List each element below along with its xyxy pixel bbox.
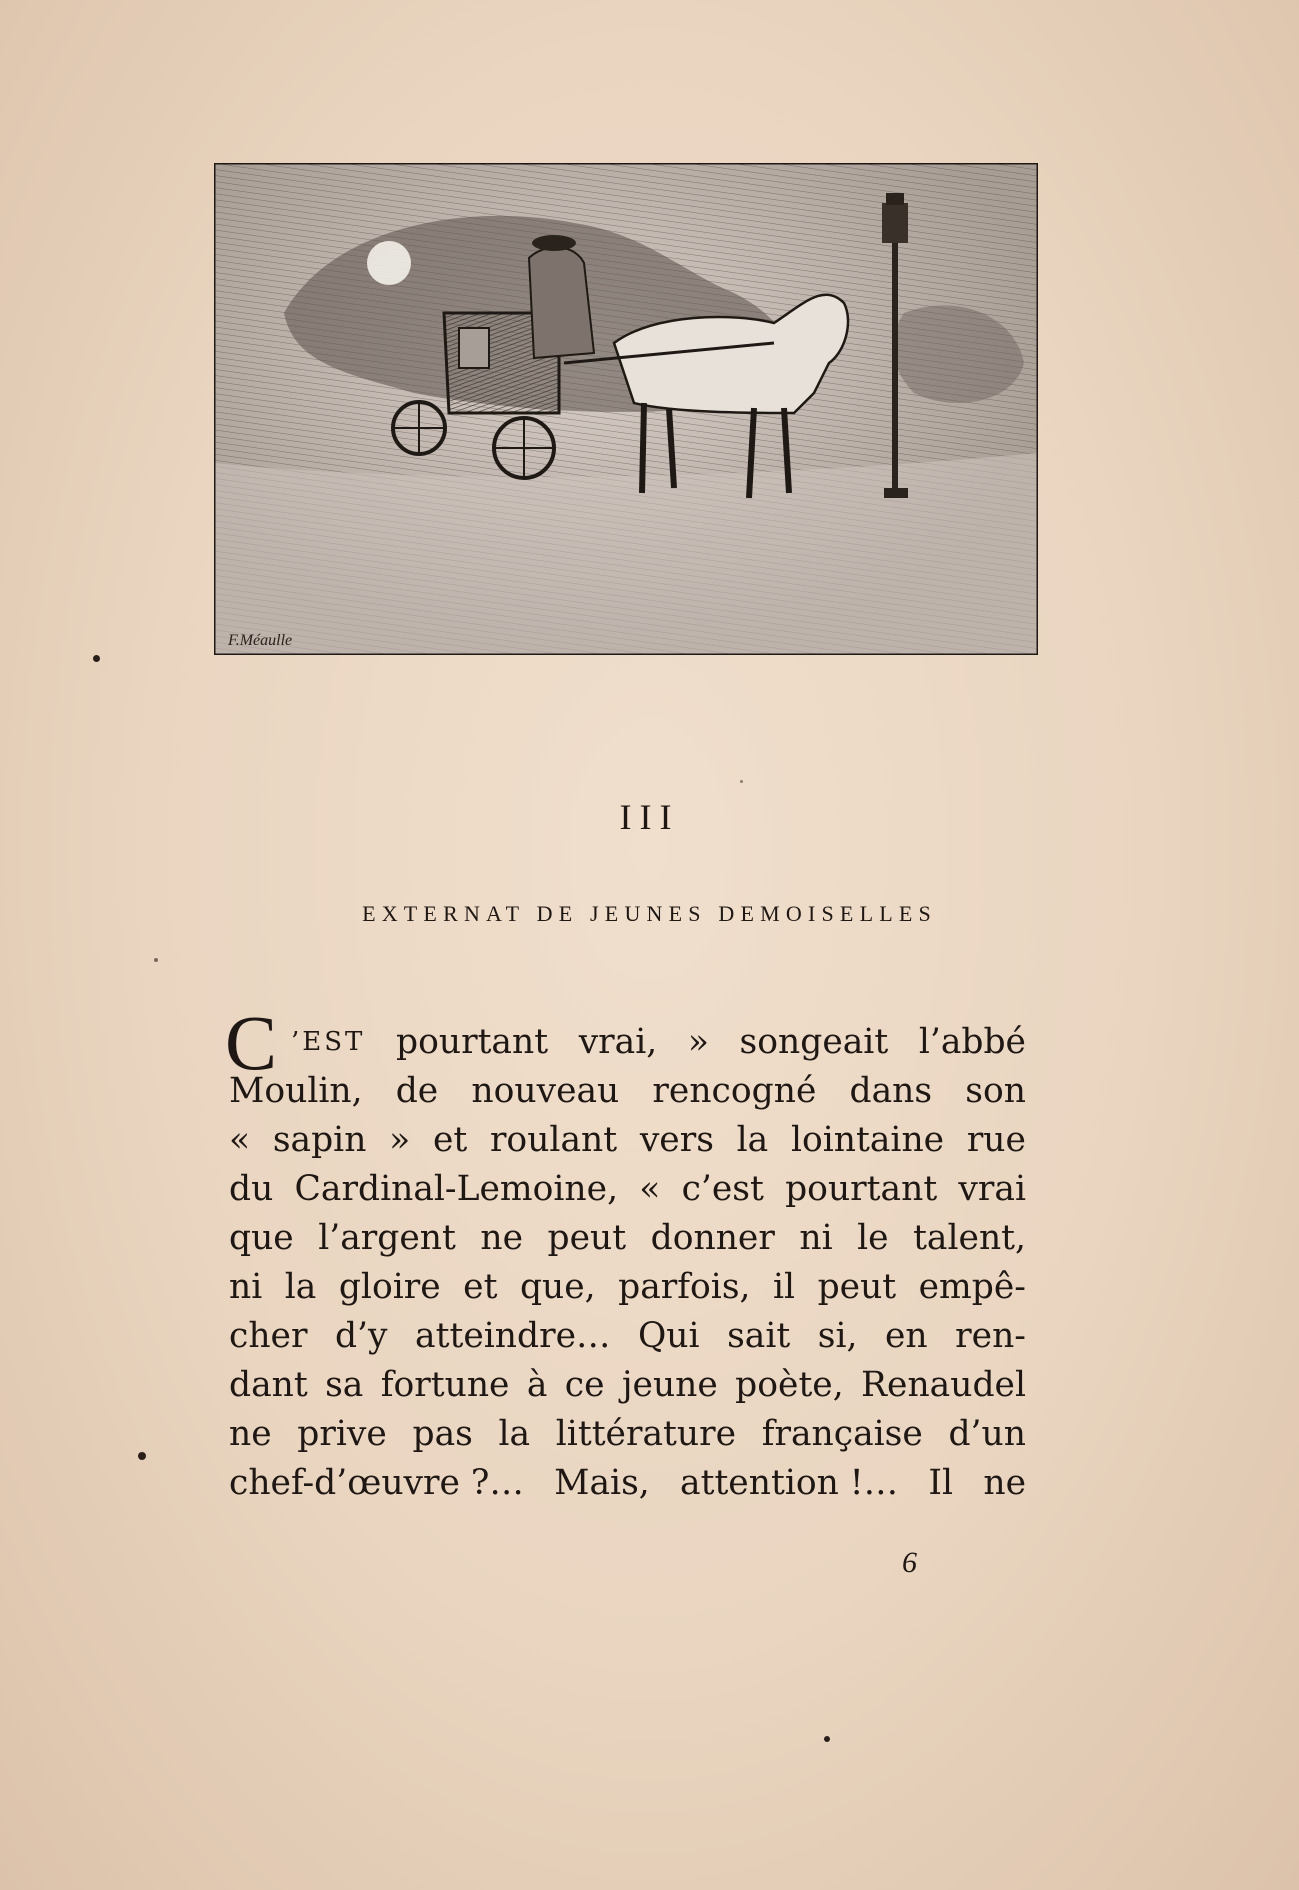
- paper-speck: [154, 958, 158, 962]
- word: sait: [727, 1316, 791, 1356]
- word: la: [498, 1414, 531, 1454]
- lantern-glow-icon: [367, 241, 411, 285]
- word: talent,: [913, 1218, 1026, 1258]
- opening-smallcaps: ’EST: [291, 1027, 366, 1057]
- text-line: [229, 1116, 1026, 1165]
- word: »: [687, 1022, 709, 1062]
- word: de: [395, 1071, 439, 1111]
- word: que,: [519, 1267, 596, 1307]
- word: la: [736, 1120, 769, 1160]
- text-line: [229, 1165, 1026, 1214]
- word: rue: [966, 1120, 1026, 1160]
- drop-cap: C: [225, 999, 278, 1086]
- text-line: [229, 1214, 1026, 1263]
- word: pas: [412, 1414, 473, 1454]
- word: cher: [229, 1316, 308, 1356]
- word: c’est: [681, 1169, 764, 1209]
- word: sa: [325, 1365, 364, 1405]
- word: que: [229, 1218, 294, 1258]
- word: Renaudel: [861, 1365, 1026, 1405]
- word: «: [229, 1120, 251, 1160]
- word: ren-: [955, 1316, 1026, 1356]
- text-line: [229, 1459, 1026, 1508]
- word: la: [284, 1267, 317, 1307]
- artist-signature: F.Méaulle: [228, 632, 293, 649]
- word: songeait: [739, 1022, 889, 1062]
- word: et: [463, 1267, 498, 1307]
- word: pourtant: [785, 1169, 938, 1209]
- word: française: [761, 1414, 923, 1454]
- word: lointaine: [790, 1120, 945, 1160]
- word: son: [965, 1071, 1026, 1111]
- word: ni: [229, 1267, 263, 1307]
- word: ni: [799, 1218, 833, 1258]
- word: peut: [547, 1218, 627, 1258]
- word: ne: [983, 1463, 1026, 1503]
- word: chef-d’œuvre ?…: [229, 1463, 524, 1503]
- signature-mark: 6: [902, 1546, 917, 1579]
- word: pourtant: [396, 1022, 549, 1062]
- word: roulant: [489, 1120, 618, 1160]
- chapter-title: EXTERNAT DE JEUNES DEMOISELLES: [362, 901, 937, 926]
- word: Qui: [638, 1316, 700, 1356]
- word: Il: [928, 1463, 954, 1503]
- word: l’abbé: [918, 1022, 1026, 1062]
- word: gloire: [338, 1267, 441, 1307]
- word: ce: [564, 1365, 605, 1405]
- word: vrai: [958, 1169, 1026, 1209]
- word: poète,: [735, 1365, 844, 1405]
- word: ne: [229, 1414, 272, 1454]
- text-line: [229, 1410, 1026, 1459]
- word: l’argent: [318, 1218, 456, 1258]
- word: et: [432, 1120, 468, 1160]
- paper-speck: [138, 1452, 146, 1460]
- word: rencogné: [652, 1071, 817, 1111]
- text-line: [229, 1361, 1026, 1410]
- word: en: [885, 1316, 928, 1356]
- word: Cardinal-Lemoine,: [294, 1169, 619, 1209]
- text-line: [225, 999, 1026, 1086]
- text-line: [229, 1312, 1026, 1361]
- word: prive: [297, 1414, 387, 1454]
- text-line: [229, 1263, 1026, 1312]
- carriage-illustration: [214, 163, 1038, 655]
- word: attention !…: [680, 1463, 899, 1503]
- paper-speck: [93, 655, 100, 662]
- word: empê-: [918, 1267, 1026, 1307]
- word: le: [857, 1218, 889, 1258]
- text-line: [229, 1067, 1026, 1116]
- body-text: [225, 999, 1026, 1508]
- word: d’un: [948, 1414, 1026, 1454]
- word: jeune: [621, 1365, 718, 1405]
- word: sapin: [272, 1120, 367, 1160]
- paper-speck: [824, 1736, 830, 1742]
- word: fortune: [380, 1365, 510, 1405]
- word: si,: [817, 1316, 858, 1356]
- word: peut: [817, 1267, 897, 1307]
- word: Moulin,: [229, 1071, 363, 1111]
- word: il: [773, 1267, 796, 1307]
- word: Mais,: [554, 1463, 650, 1503]
- paper-speck: [740, 780, 743, 783]
- word: ne: [480, 1218, 524, 1258]
- ground: [214, 453, 1038, 655]
- word: atteindre…: [415, 1316, 611, 1356]
- word: vrai,: [578, 1022, 658, 1062]
- word: du: [229, 1169, 274, 1209]
- chapter-number: III: [619, 797, 680, 837]
- word: «: [639, 1169, 661, 1209]
- word: à: [526, 1365, 548, 1405]
- word: d’y: [334, 1316, 388, 1356]
- word: nouveau: [471, 1071, 620, 1111]
- word: dans: [849, 1071, 933, 1111]
- word: dant: [229, 1365, 308, 1405]
- word: vers: [639, 1120, 714, 1160]
- word: »: [389, 1120, 411, 1160]
- word: littérature: [555, 1414, 737, 1454]
- word: parfois,: [618, 1267, 751, 1307]
- word: donner: [650, 1218, 775, 1258]
